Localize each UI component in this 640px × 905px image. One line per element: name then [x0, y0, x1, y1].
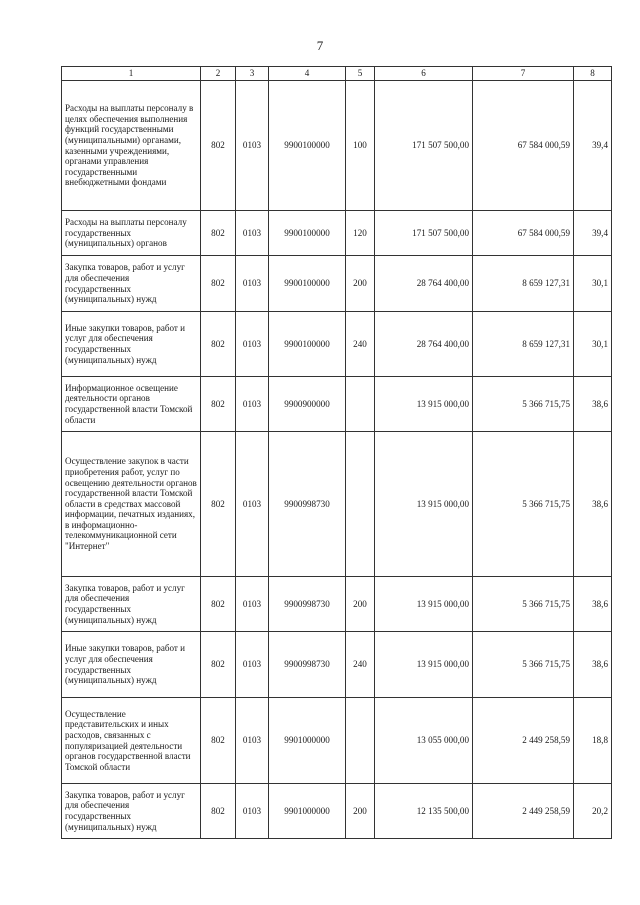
row-csr: 9900998730: [269, 432, 346, 577]
table-row: [62, 312, 612, 377]
table-row: [62, 577, 612, 632]
col-header-plan: 6: [375, 67, 473, 81]
row-vr: 200: [346, 577, 375, 632]
row-ved: 802: [201, 784, 236, 839]
row-name: Закупка товаров, работ и услуг для обеспечения государственных (муниципальных) нужд: [62, 784, 201, 839]
row-fact: 8 659 127,31: [473, 312, 574, 377]
row-fact: 67 584 000,59: [473, 211, 574, 256]
row-name: Закупка товаров, работ и услуг для обеспечения государственных (муниципальных) нужд: [62, 577, 201, 632]
row-plan: 12 135 500,00: [375, 784, 473, 839]
row-name: Информационное освещение деятельности органов государственной власти Томской области: [62, 377, 201, 432]
row-pct: 30,1: [574, 256, 612, 312]
row-csr: 9901000000: [269, 784, 346, 839]
row-vr: 240: [346, 312, 375, 377]
row-plan: 13 915 000,00: [375, 377, 473, 432]
row-rzpr: 0103: [236, 784, 269, 839]
row-plan: 171 507 500,00: [375, 211, 473, 256]
row-pct: 38,6: [574, 377, 612, 432]
row-pct: 38,6: [574, 632, 612, 698]
row-rzpr: 0103: [236, 256, 269, 312]
row-plan: 13 915 000,00: [375, 577, 473, 632]
row-pct: 18,8: [574, 698, 612, 784]
row-rzpr: 0103: [236, 211, 269, 256]
row-ved: 802: [201, 256, 236, 312]
row-csr: 9900100000: [269, 312, 346, 377]
table-row: [62, 377, 612, 432]
table-row: [62, 81, 612, 211]
row-plan: 13 915 000,00: [375, 432, 473, 577]
row-fact: 8 659 127,31: [473, 256, 574, 312]
row-plan: 28 764 400,00: [375, 312, 473, 377]
row-name: Осуществление закупок в части приобретения работ, услуг по освещению деятельности органов государственной власти Томской области в средствах массовой информации, печатных изданиях, в информационно-телекоммуникационной сети "Интернет": [62, 432, 201, 577]
row-vr: [346, 432, 375, 577]
row-pct: 39,4: [574, 81, 612, 211]
row-ved: 802: [201, 698, 236, 784]
table-row: [62, 256, 612, 312]
col-header-csr: 4: [269, 67, 346, 81]
row-name: Расходы на выплаты персоналу в целях обеспечения выполнения функций государственными (муниципальными) органами, казенными учреждениями, органами управления государственными внебюджетными фондами: [62, 81, 201, 211]
row-rzpr: 0103: [236, 632, 269, 698]
table-row: [62, 432, 612, 577]
row-vr: [346, 698, 375, 784]
row-vr: [346, 377, 375, 432]
col-header-rzpr: 3: [236, 67, 269, 81]
row-fact: 2 449 258,59: [473, 784, 574, 839]
row-plan: 28 764 400,00: [375, 256, 473, 312]
row-ved: 802: [201, 577, 236, 632]
row-rzpr: 0103: [236, 312, 269, 377]
row-rzpr: 0103: [236, 432, 269, 577]
table-row: [62, 632, 612, 698]
row-name: Закупка товаров, работ и услуг для обеспечения государственных (муниципальных) нужд: [62, 256, 201, 312]
col-header-vr: 5: [346, 67, 375, 81]
row-rzpr: 0103: [236, 577, 269, 632]
row-csr: 9900100000: [269, 211, 346, 256]
row-ved: 802: [201, 211, 236, 256]
row-name: Осуществление представительских и иных расходов, связанных с популяризацией деятельности органов государственной власти Томской области: [62, 698, 201, 784]
row-csr: 9900900000: [269, 377, 346, 432]
row-fact: 5 366 715,75: [473, 632, 574, 698]
row-fact: 67 584 000,59: [473, 81, 574, 211]
table-row: [62, 698, 612, 784]
row-name: Иные закупки товаров, работ и услуг для обеспечения государственных (муниципальных) нужд: [62, 632, 201, 698]
row-fact: 2 449 258,59: [473, 698, 574, 784]
row-csr: 9901000000: [269, 698, 346, 784]
row-name: Расходы на выплаты персоналу государственных (муниципальных) органов: [62, 211, 201, 256]
row-ved: 802: [201, 312, 236, 377]
row-plan: 13 915 000,00: [375, 632, 473, 698]
row-rzpr: 0103: [236, 81, 269, 211]
table-row: [62, 211, 612, 256]
row-csr: 9900998730: [269, 632, 346, 698]
row-csr: 9900100000: [269, 81, 346, 211]
table-row: [62, 784, 612, 839]
row-csr: 9900998730: [269, 577, 346, 632]
row-vr: 100: [346, 81, 375, 211]
row-ved: 802: [201, 632, 236, 698]
col-header-fact: 7: [473, 67, 574, 81]
row-vr: 200: [346, 784, 375, 839]
row-pct: 38,6: [574, 432, 612, 577]
row-rzpr: 0103: [236, 377, 269, 432]
row-vr: 120: [346, 211, 375, 256]
row-fact: 5 366 715,75: [473, 377, 574, 432]
row-pct: 39,4: [574, 211, 612, 256]
row-pct: 30,1: [574, 312, 612, 377]
col-header-ved: 2: [201, 67, 236, 81]
row-plan: 171 507 500,00: [375, 81, 473, 211]
row-plan: 13 055 000,00: [375, 698, 473, 784]
row-csr: 9900100000: [269, 256, 346, 312]
budget-execution-table: [61, 66, 612, 839]
col-header-pct: 8: [574, 67, 612, 81]
row-vr: 200: [346, 256, 375, 312]
header-row: [62, 67, 612, 81]
row-rzpr: 0103: [236, 698, 269, 784]
row-pct: 20,2: [574, 784, 612, 839]
page-number: 7: [316, 38, 324, 53]
row-ved: 802: [201, 432, 236, 577]
row-fact: 5 366 715,75: [473, 577, 574, 632]
col-header-name: 1: [62, 67, 201, 81]
row-ved: 802: [201, 81, 236, 211]
row-pct: 38,6: [574, 577, 612, 632]
row-ved: 802: [201, 377, 236, 432]
row-fact: 5 366 715,75: [473, 432, 574, 577]
row-name: Иные закупки товаров, работ и услуг для обеспечения государственных (муниципальных) нужд: [62, 312, 201, 377]
row-vr: 240: [346, 632, 375, 698]
